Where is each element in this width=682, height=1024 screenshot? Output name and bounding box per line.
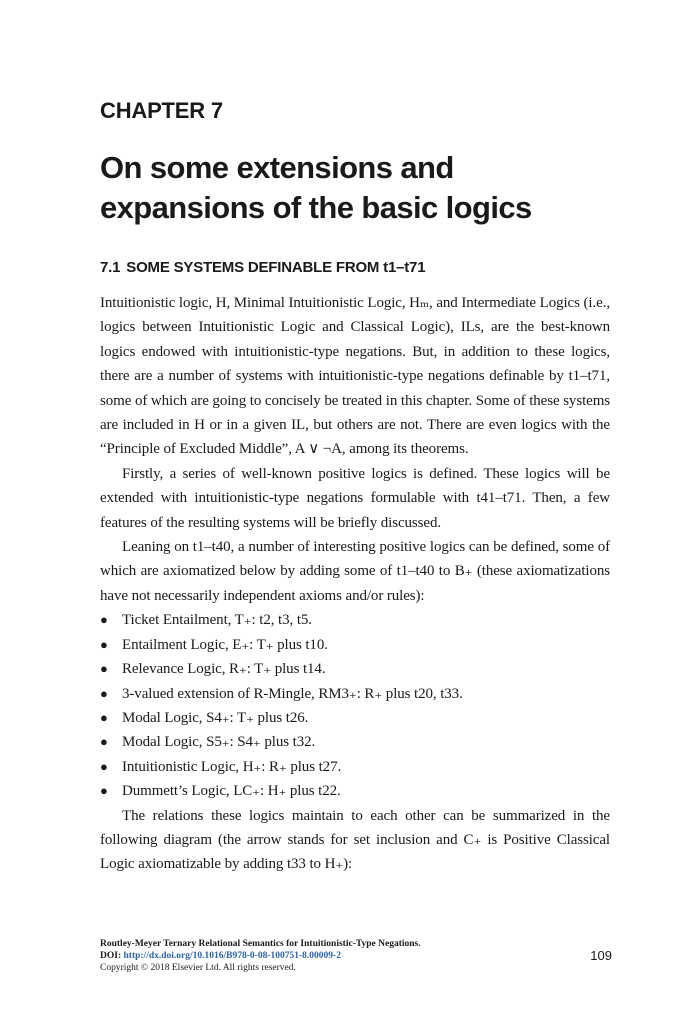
logics-list bbox=[100, 608, 610, 803]
doi-link[interactable]: http://dx.doi.org/10.1016/B978-0-08-100751-8.00009-2 bbox=[123, 951, 341, 961]
list-item bbox=[100, 755, 610, 779]
list-item-text: Modal Logic, S5₊: S4₊ plus t32. bbox=[122, 734, 316, 751]
bullet-icon: ● bbox=[100, 636, 108, 652]
list-item-text: 3-valued extension of R-Mingle, RM3₊: R₊ plus t20, t33. bbox=[122, 685, 463, 702]
list-item bbox=[100, 633, 610, 657]
book-title: Routley-Meyer Ternary Relational Semantics for Intuitionistic-Type Negations. bbox=[100, 939, 421, 949]
section-heading bbox=[100, 259, 425, 276]
section-number: 7.1 bbox=[100, 259, 121, 276]
list-item-text: Entailment Logic, E₊: T₊ plus t10. bbox=[122, 636, 328, 653]
list-item bbox=[100, 706, 610, 730]
bullet-icon: ● bbox=[100, 685, 108, 701]
list-item-text: Modal Logic, S4₊: T₊ plus t26. bbox=[122, 709, 309, 726]
bullet-icon: ● bbox=[100, 709, 108, 725]
paragraph-axiomatizations: Leaning on t1–t40, a number of interesting positive logics can be defined, some of which are axiomatized below by adding some of t1–t40 to B₊ (these axiomatizations have not necessarily independent axioms and/or rules): bbox=[100, 539, 610, 604]
chapter-label: CHAPTER 7 bbox=[100, 98, 223, 123]
paragraph-positive-logics: Firstly, a series of well-known positive logics is defined. These logics will be extended with intuitionistic-type negations formulable with t41–t71. Then, a few features of the resulting systems will be briefly discussed. bbox=[100, 465, 610, 531]
chapter-title bbox=[100, 148, 620, 228]
list-item bbox=[100, 608, 610, 632]
body-text bbox=[100, 291, 610, 877]
section-title: SOME SYSTEMS DEFINABLE FROM t1–t71 bbox=[126, 259, 426, 276]
chapter-title-line-1: On some extensions and bbox=[100, 150, 454, 185]
list-item bbox=[100, 779, 610, 803]
chapter-title-line-2: expansions of the basic logics bbox=[100, 190, 532, 225]
page-number: 109 bbox=[590, 948, 612, 963]
paragraph-diagram-intro: The relations these logics maintain to each other can be summarized in the following diagram (the arrow stands for set inclusion and C₊ is Positive Classical Logic axiomatizable by adding t33 to H₊): bbox=[100, 807, 610, 873]
doi-line bbox=[100, 950, 612, 962]
bullet-icon: ● bbox=[100, 612, 108, 628]
bullet-icon: ● bbox=[100, 783, 108, 799]
bullet-icon: ● bbox=[100, 734, 108, 750]
page-footer bbox=[100, 938, 612, 974]
paragraph-intro: Intuitionistic logic, H, Minimal Intuitionistic Logic, Hₘ, and Intermediate Logics (i.e., logics between Intuitionistic Logic and Classical Logic), ILs, are the best-known logics endowed with intuitionistic-type negations. But, in addition to these logics, there are a number of systems with intuitionistic-type negations definable by t1–t71, some of which are going to concisely be treated in this chapter. Some of these systems are included in H or in a given IL, but others are not. There are even logics with the “Principle of Excluded Middle”, A ∨ ¬A, among its theorems. bbox=[100, 295, 610, 458]
list-item bbox=[100, 730, 610, 754]
list-item-text: Relevance Logic, R₊: T₊ plus t14. bbox=[122, 661, 326, 678]
copyright-notice: Copyright © 2018 Elsevier Ltd. All rights reserved. bbox=[100, 963, 296, 973]
list-item-text: Ticket Entailment, T₊: t2, t3, t5. bbox=[122, 612, 312, 629]
list-item-text: Intuitionistic Logic, H₊: R₊ plus t27. bbox=[122, 758, 342, 775]
bullet-icon: ● bbox=[100, 661, 108, 677]
list-item bbox=[100, 682, 610, 706]
bullet-icon: ● bbox=[100, 758, 108, 774]
list-item-text: Dummett’s Logic, LC₊: H₊ plus t22. bbox=[122, 783, 341, 800]
list-item bbox=[100, 657, 610, 681]
doi-label: DOI: bbox=[100, 951, 122, 961]
